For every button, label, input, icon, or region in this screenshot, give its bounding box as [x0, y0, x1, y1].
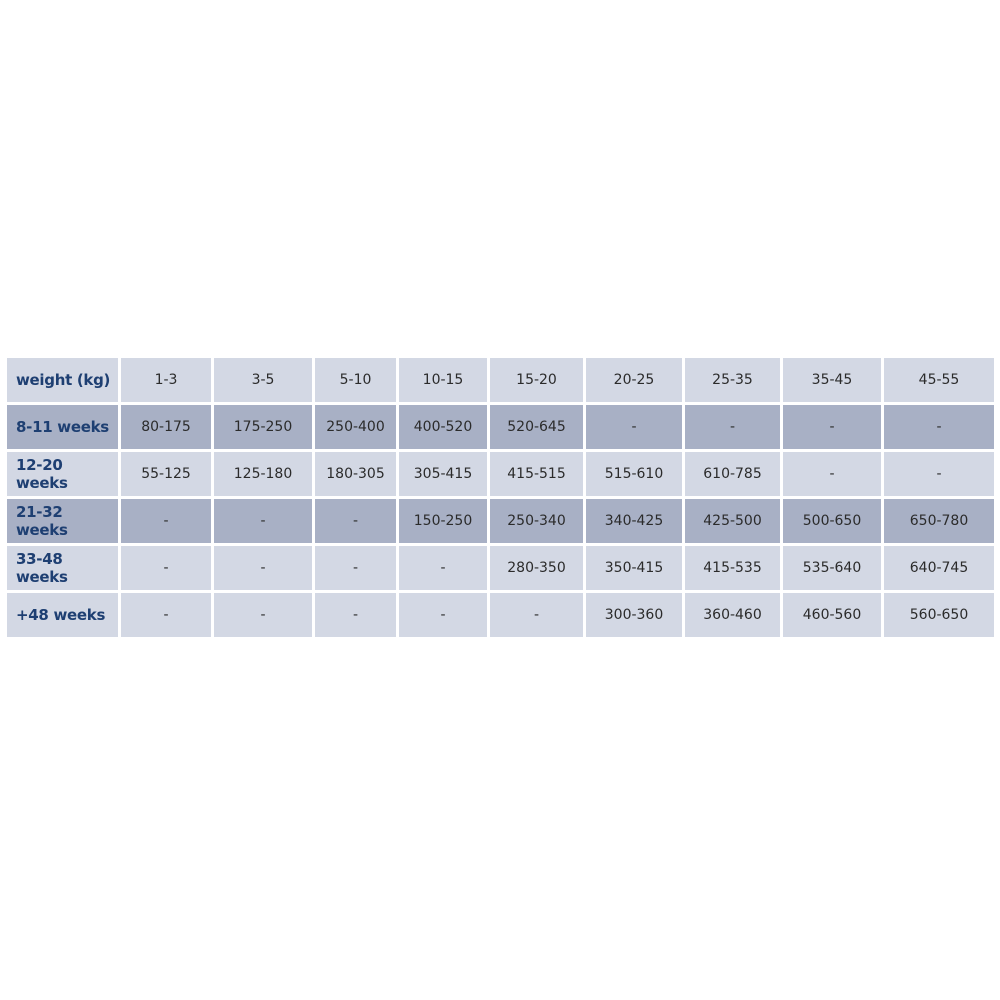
header-cell: 45-55 — [884, 358, 994, 402]
table-cell: - — [586, 405, 682, 449]
table-cell: 305-415 — [399, 452, 487, 496]
table-cell: 515-610 — [586, 452, 682, 496]
table-cell: - — [685, 405, 780, 449]
table-cell: - — [783, 405, 881, 449]
table-row — [7, 593, 994, 637]
table-row — [7, 405, 994, 449]
table-cell: 280-350 — [490, 546, 583, 590]
table-cell: 350-415 — [586, 546, 682, 590]
table-row — [7, 499, 994, 543]
table-cell: 300-360 — [586, 593, 682, 637]
header-cell: 10-15 — [399, 358, 487, 402]
row-label: +48 weeks — [7, 593, 118, 637]
table-cell: 55-125 — [121, 452, 211, 496]
table-cell: 400-520 — [399, 405, 487, 449]
table-cell: - — [121, 546, 211, 590]
table-cell: - — [399, 546, 487, 590]
table-cell: 535-640 — [783, 546, 881, 590]
table-cell: 560-650 — [884, 593, 994, 637]
table-cell: - — [490, 593, 583, 637]
row-label: 33-48 weeks — [7, 546, 118, 590]
table-cell: 610-785 — [685, 452, 780, 496]
table-cell: 415-535 — [685, 546, 780, 590]
table-cell: 500-650 — [783, 499, 881, 543]
header-cell: 35-45 — [783, 358, 881, 402]
table-cell: - — [783, 452, 881, 496]
table-cell: 150-250 — [399, 499, 487, 543]
table-header-row — [7, 358, 994, 402]
table-cell: 175-250 — [214, 405, 312, 449]
header-label: weight (kg) — [7, 358, 118, 402]
row-label: 21-32 weeks — [7, 499, 118, 543]
table-cell: 360-460 — [685, 593, 780, 637]
table-cell: - — [884, 405, 994, 449]
table-cell: - — [121, 499, 211, 543]
table-cell: - — [315, 499, 396, 543]
table-cell: - — [315, 546, 396, 590]
header-cell: 20-25 — [586, 358, 682, 402]
table-cell: 250-340 — [490, 499, 583, 543]
table-cell: 340-425 — [586, 499, 682, 543]
table-cell: - — [884, 452, 994, 496]
header-cell: 3-5 — [214, 358, 312, 402]
table-cell: - — [214, 546, 312, 590]
header-cell: 25-35 — [685, 358, 780, 402]
table-row — [7, 546, 994, 590]
row-label: 12-20 weeks — [7, 452, 118, 496]
header-cell: 5-10 — [315, 358, 396, 402]
table-cell: 415-515 — [490, 452, 583, 496]
table-cell: 180-305 — [315, 452, 396, 496]
table-cell: - — [121, 593, 211, 637]
table-cell: 650-780 — [884, 499, 994, 543]
table-cell: 640-745 — [884, 546, 994, 590]
table-row — [7, 452, 994, 496]
table-cell: 80-175 — [121, 405, 211, 449]
table-cell: - — [315, 593, 396, 637]
table-cell: 520-645 — [490, 405, 583, 449]
table-cell: - — [399, 593, 487, 637]
table-cell: 460-560 — [783, 593, 881, 637]
header-cell: 1-3 — [121, 358, 211, 402]
row-label: 8-11 weeks — [7, 405, 118, 449]
table-cell: 425-500 — [685, 499, 780, 543]
feeding-table — [4, 355, 997, 640]
table-cell: 125-180 — [214, 452, 312, 496]
table-cell: - — [214, 593, 312, 637]
header-cell: 15-20 — [490, 358, 583, 402]
table-cell: 250-400 — [315, 405, 396, 449]
table-cell: - — [214, 499, 312, 543]
table-body — [7, 358, 994, 637]
